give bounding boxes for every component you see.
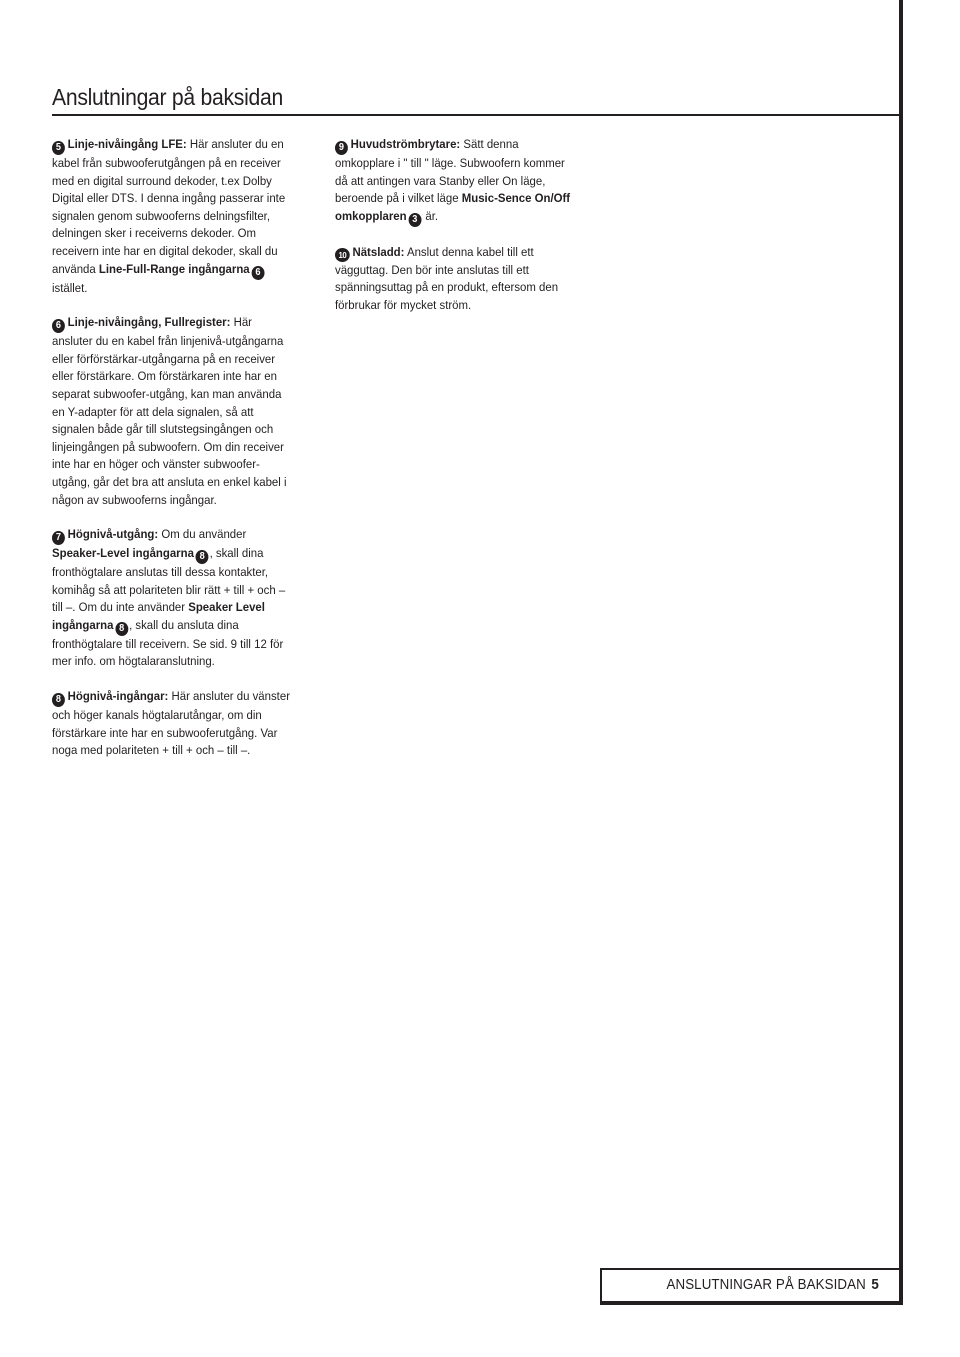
- item-high-level-input: [52, 688, 293, 760]
- item-high-level-output: [52, 526, 293, 671]
- item-body: Om du använder: [158, 527, 247, 542]
- number-8-icon: 8: [115, 622, 128, 636]
- number-8-icon: 8: [52, 693, 65, 707]
- number-8-icon: 8: [196, 550, 209, 564]
- footer-rule-side: [600, 1268, 602, 1305]
- footer: [667, 1277, 879, 1293]
- number-6-icon: 6: [52, 319, 65, 333]
- number-7-icon: 7: [52, 531, 65, 545]
- item-heading: Högnivå-utgång:: [67, 527, 159, 542]
- item-body-tail: , skall du ansluta dina fronthögtalare till receivern. Se sid. 9 till 12 för mer info. om högtalaranslutning.: [52, 617, 284, 669]
- item-reference: Music-Sence On/Off omkopplaren: [335, 191, 571, 223]
- item-heading: Nätsladd:: [352, 244, 405, 259]
- item-power-switch: [335, 136, 576, 227]
- right-column: [335, 136, 576, 332]
- item-body: Här ansluter du vänster och höger kanals högtalarutångar, om din förstärkare inte har en subwooferutgång. Var noga med polariteten + till + och – till –.: [52, 689, 290, 758]
- item-heading: Högnivå-ingångar:: [67, 689, 169, 704]
- item-body: Anslut denna kabel till ett vägguttag. Den bör inte anslutas till ett spänningsuttag på en produkt, eftersom den förbrukar för mycket ström.: [335, 244, 559, 312]
- left-column: [52, 136, 293, 777]
- item-fullrange-input: [52, 314, 293, 509]
- item-body: Här ansluter du en kabel från linjenivå-utgångarna eller förförstärkar-utgångarna på en receiver eller förstärkare. Om förstärkaren inte har en separat subwoofer-utgång, kan man använda en Y-adapter för att dela signalen, så att signalen både går till slutstegsingången och linjeingången på subwoofern. Om din receiver inte har en höger och vänster subwoofer-utgång, går det bra att ansluta en enkel kabel i någon av subwooferns ingångar.: [52, 315, 287, 507]
- item-heading: Huvudströmbrytare:: [350, 137, 461, 151]
- page-edge-bar: [899, 0, 903, 1305]
- item-body: Sätt denna omkopplare i " till " läge. Subwoofern kommer då att antingen vara Stanby eller On läge, beroende på i vilket läge: [335, 137, 565, 206]
- item-heading: Linje-nivåingång LFE:: [67, 137, 187, 151]
- item-body-tail: istället.: [52, 280, 88, 295]
- number-6-icon: 6: [251, 266, 264, 280]
- item-power-cord: [335, 244, 576, 315]
- number-10-icon: 10: [335, 248, 350, 262]
- title-rule: [52, 114, 900, 116]
- item-body: Här ansluter du en kabel från subwooferutgången på en receiver med en digital surround dekoder, t.ex Dolby Digital eller DTS. I denna ingång passerar inte signalen genom subwooferns delningsfilter, delningen sker i receiverns dekoder. Om receivern inte har en digital dekoder, skall du använda: [52, 137, 286, 276]
- item-lfe-input: [52, 136, 293, 297]
- item-reference: Speaker Level ingångarna: [52, 600, 265, 632]
- footer-section-title: ANSLUTNINGAR PÅ BAKSIDAN: [666, 1277, 866, 1293]
- item-reference: Speaker-Level ingångarna: [52, 546, 194, 561]
- item-heading: Linje-nivåingång, Fullregister:: [67, 315, 231, 330]
- number-9-icon: 9: [335, 141, 348, 155]
- number-5-icon: 5: [52, 141, 65, 155]
- item-body-tail: är.: [422, 208, 439, 223]
- page-title: Anslutningar på baksidan: [52, 84, 284, 110]
- footer-rule-bottom: [600, 1301, 903, 1305]
- footer-rule-top: [600, 1268, 903, 1270]
- number-3-icon: 3: [408, 213, 421, 227]
- page-number: 5: [871, 1277, 879, 1293]
- item-body: , skall dina fronthögtalare anslutas till dessa kontakter, komihåg så att polariteten blir rätt + till + och – till –. Om du inte använder: [52, 546, 286, 615]
- item-reference: Line-Full-Range ingångarna: [98, 261, 250, 276]
